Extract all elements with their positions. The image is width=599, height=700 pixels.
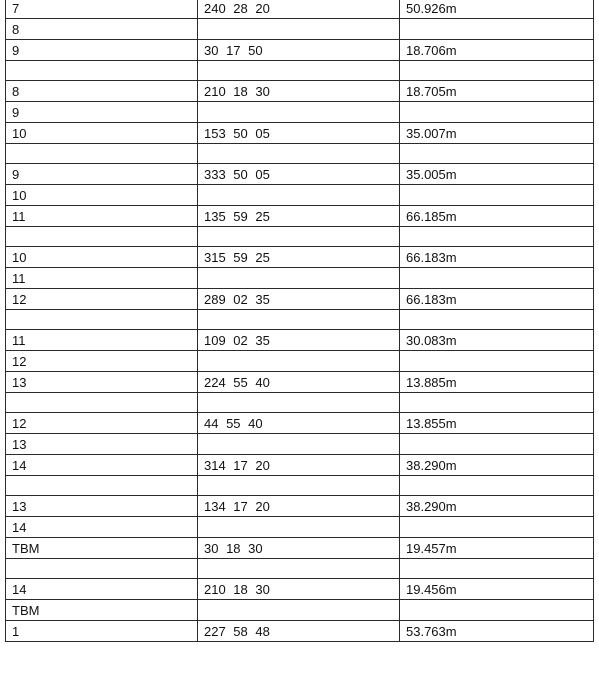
- distance-cell: [400, 227, 594, 247]
- station-cell: 11: [6, 206, 198, 227]
- station-cell: 12: [6, 413, 198, 434]
- bearing-cell: 30 17 50: [198, 40, 400, 61]
- station-cell: 12: [6, 289, 198, 310]
- table-spacer-row: [6, 61, 594, 81]
- station-cell: 14: [6, 579, 198, 600]
- bearing-cell: [198, 310, 400, 330]
- station-cell: [6, 144, 198, 164]
- bearing-cell: [198, 19, 400, 40]
- bearing-cell: [198, 393, 400, 413]
- table-row: [6, 123, 594, 144]
- distance-cell: 18.706m: [400, 40, 594, 61]
- distance-cell: 19.457m: [400, 538, 594, 559]
- station-cell: [6, 61, 198, 81]
- traverse-table: [5, 0, 594, 642]
- bearing-cell: 153 50 05: [198, 123, 400, 144]
- station-cell: 9: [6, 102, 198, 123]
- station-cell: 9: [6, 164, 198, 185]
- distance-cell: [400, 351, 594, 372]
- table-row: [6, 372, 594, 393]
- table-row: [6, 19, 594, 40]
- station-cell: 8: [6, 81, 198, 102]
- distance-cell: 18.705m: [400, 81, 594, 102]
- bearing-cell: 289 02 35: [198, 289, 400, 310]
- table-row: [6, 268, 594, 289]
- table-row: [6, 455, 594, 476]
- table-row: [6, 0, 594, 19]
- distance-cell: [400, 600, 594, 621]
- distance-cell: [400, 185, 594, 206]
- station-cell: 10: [6, 247, 198, 268]
- table-row: [6, 434, 594, 455]
- bearing-cell: [198, 517, 400, 538]
- bearing-cell: [198, 351, 400, 372]
- station-cell: [6, 227, 198, 247]
- table-row: [6, 185, 594, 206]
- bearing-cell: 227 58 48: [198, 621, 400, 642]
- station-cell: 11: [6, 330, 198, 351]
- distance-cell: [400, 61, 594, 81]
- bearing-cell: [198, 268, 400, 289]
- bearing-cell: [198, 476, 400, 496]
- table-row: [6, 600, 594, 621]
- table-row: [6, 81, 594, 102]
- station-cell: [6, 310, 198, 330]
- distance-cell: 38.290m: [400, 455, 594, 476]
- bearing-cell: 315 59 25: [198, 247, 400, 268]
- bearing-cell: 210 18 30: [198, 81, 400, 102]
- distance-cell: [400, 102, 594, 123]
- distance-cell: 66.183m: [400, 289, 594, 310]
- distance-cell: 30.083m: [400, 330, 594, 351]
- station-cell: 1: [6, 621, 198, 642]
- distance-cell: [400, 517, 594, 538]
- bearing-cell: [198, 185, 400, 206]
- distance-cell: [400, 434, 594, 455]
- station-cell: 7: [6, 0, 198, 19]
- table-row: [6, 206, 594, 227]
- station-cell: TBM: [6, 538, 198, 559]
- bearing-cell: 210 18 30: [198, 579, 400, 600]
- table-row: [6, 496, 594, 517]
- table-row: [6, 517, 594, 538]
- table-row: [6, 289, 594, 310]
- station-cell: 13: [6, 372, 198, 393]
- distance-cell: 13.885m: [400, 372, 594, 393]
- table-spacer-row: [6, 476, 594, 496]
- distance-cell: [400, 393, 594, 413]
- station-cell: [6, 393, 198, 413]
- distance-cell: 35.007m: [400, 123, 594, 144]
- distance-cell: [400, 476, 594, 496]
- bearing-cell: [198, 144, 400, 164]
- table-spacer-row: [6, 559, 594, 579]
- table-row: [6, 413, 594, 434]
- table-row: [6, 247, 594, 268]
- bearing-cell: [198, 434, 400, 455]
- station-cell: 11: [6, 268, 198, 289]
- bearing-cell: 333 50 05: [198, 164, 400, 185]
- distance-cell: [400, 268, 594, 289]
- table-row: [6, 330, 594, 351]
- table-row: [6, 164, 594, 185]
- table-row: [6, 538, 594, 559]
- distance-cell: 35.005m: [400, 164, 594, 185]
- bearing-cell: [198, 227, 400, 247]
- bearing-cell: [198, 102, 400, 123]
- bearing-cell: [198, 559, 400, 579]
- table-spacer-row: [6, 310, 594, 330]
- table-row: [6, 621, 594, 642]
- distance-cell: [400, 310, 594, 330]
- station-cell: [6, 559, 198, 579]
- distance-cell: 13.855m: [400, 413, 594, 434]
- bearing-cell: 224 55 40: [198, 372, 400, 393]
- table-spacer-row: [6, 227, 594, 247]
- station-cell: 13: [6, 434, 198, 455]
- table-row: [6, 40, 594, 61]
- table-row: [6, 579, 594, 600]
- station-cell: 14: [6, 517, 198, 538]
- bearing-cell: 30 18 30: [198, 538, 400, 559]
- table-row: [6, 351, 594, 372]
- station-cell: 9: [6, 40, 198, 61]
- bearing-cell: 240 28 20: [198, 0, 400, 19]
- distance-cell: [400, 144, 594, 164]
- distance-cell: 38.290m: [400, 496, 594, 517]
- distance-cell: 50.926m: [400, 0, 594, 19]
- table-row: [6, 102, 594, 123]
- traverse-table-body: [6, 0, 594, 642]
- station-cell: 14: [6, 455, 198, 476]
- bearing-cell: 44 55 40: [198, 413, 400, 434]
- distance-cell: 66.183m: [400, 247, 594, 268]
- bearing-cell: 314 17 20: [198, 455, 400, 476]
- bearing-cell: 135 59 25: [198, 206, 400, 227]
- table-spacer-row: [6, 144, 594, 164]
- bearing-cell: 109 02 35: [198, 330, 400, 351]
- distance-cell: [400, 559, 594, 579]
- distance-cell: [400, 19, 594, 40]
- station-cell: 10: [6, 185, 198, 206]
- station-cell: 8: [6, 19, 198, 40]
- bearing-cell: 134 17 20: [198, 496, 400, 517]
- distance-cell: 53.763m: [400, 621, 594, 642]
- bearing-cell: [198, 600, 400, 621]
- station-cell: 12: [6, 351, 198, 372]
- distance-cell: 66.185m: [400, 206, 594, 227]
- station-cell: 10: [6, 123, 198, 144]
- station-cell: 13: [6, 496, 198, 517]
- table-spacer-row: [6, 393, 594, 413]
- bearing-cell: [198, 61, 400, 81]
- station-cell: TBM: [6, 600, 198, 621]
- station-cell: [6, 476, 198, 496]
- distance-cell: 19.456m: [400, 579, 594, 600]
